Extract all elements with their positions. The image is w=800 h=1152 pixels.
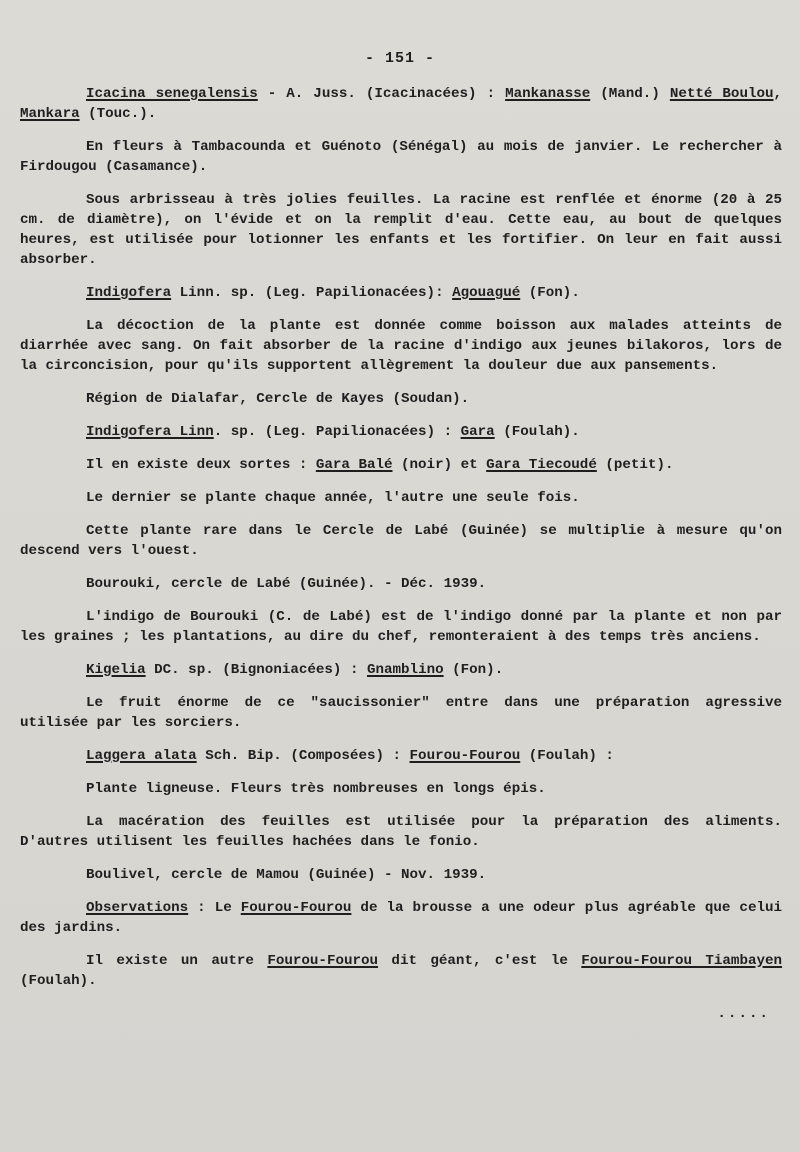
paragraph: Le dernier se plante chaque année, l'autre une seule fois. [86, 490, 580, 506]
species-name: Kigelia [86, 662, 146, 678]
author-family: Sch. Bip. (Composées) : [196, 748, 410, 764]
language-tag: (Fon). [443, 662, 504, 678]
language-tag: (Touc.). [79, 106, 157, 122]
text: (Foulah). [20, 973, 97, 989]
vernacular-name: Agouagué [452, 285, 521, 301]
location-line: Région de Dialafar, Cercle de Kayes (Soudan). [86, 391, 470, 407]
vernacular-name: Gara Tiecoudé [486, 457, 597, 473]
location-line: Bourouki, cercle de Labé (Guinée). - Déc. 1939. [86, 576, 487, 592]
text: (noir) et [392, 457, 487, 473]
text: de la brousse a une odeur plus agréable que celui des jardins. [20, 900, 782, 936]
page-number: - 151 - [364, 50, 435, 67]
end-marks: ..... [717, 1006, 770, 1022]
paragraph [20, 951, 782, 991]
paragraph: Sous arbrisseau à très jolies feuilles. La racine est renflée et énorme (20 à 25 cm. de diamètre), on l'évide et on la remplit d'eau. Cette eau, au bout de quelques heures, est utilisée pour lotionner les enfants et les fortifier. On leur en fait aussi absorber. [20, 192, 782, 268]
paragraph [20, 455, 782, 475]
vernacular-name: Mankanasse [505, 86, 591, 102]
vernacular-name: Mankara [20, 106, 80, 122]
author-family: - A. Juss. (Icacinacées) : [257, 86, 506, 102]
language-tag: (Foulah). [494, 424, 580, 440]
species-name: Indigofera [86, 285, 172, 301]
observations-paragraph [20, 898, 782, 938]
entry-heading-kigelia [20, 660, 782, 680]
paragraph: Le fruit énorme de ce "saucissonier" entre dans une préparation agressive utilisée par les sorciers. [20, 695, 782, 731]
text: Il en existe deux sortes : [86, 457, 316, 473]
language-tag: (Fon). [520, 285, 580, 301]
species-name: Icacina senegalensis [86, 86, 258, 102]
entry-heading-laggera [20, 746, 782, 766]
vernacular-name: Netté Boulou [669, 86, 774, 102]
vernacular-name: Gara Balé [315, 457, 393, 473]
text: dit géant, c'est le [378, 953, 582, 969]
author-family: . sp. (Leg. Papilionacées) : [213, 424, 461, 440]
vernacular-name: Fourou-Fourou [240, 900, 352, 916]
language-tag: (Mand.) [590, 86, 670, 102]
paragraph: La décoction de la plante est donnée comme boisson aux malades atteints de diarrhée avec sang. On fait absorber de la racine d'indigo aux jeunes bilakoros, lors de la circoncision, pour qu'ils supportent allègrement la douleur due aux pansements. [20, 318, 782, 374]
text: (petit). [596, 457, 674, 473]
vernacular-name: Fourou-Fourou [409, 748, 521, 764]
author-family: Linn. sp. (Leg. Papilionacées): [171, 285, 453, 301]
vernacular-name: Fourou-Fourou [267, 953, 379, 969]
text: Il existe un autre [86, 953, 268, 969]
species-name: Laggera alata [86, 748, 197, 764]
vernacular-name: Gara [460, 424, 495, 440]
paragraph: Plante ligneuse. Fleurs très nombreuses en longs épis. [86, 781, 546, 797]
location-line: Boulivel, cercle de Mamou (Guinée) - Nov. 1939. [86, 867, 487, 883]
vernacular-name: Gnamblino [366, 662, 444, 678]
paragraph: La macération des feuilles est utilisée pour la préparation des aliments. D'autres utilisent les feuilles hachées dans le fonio. [20, 814, 782, 850]
vernacular-name: Fourou-Fourou Tiambayen [581, 953, 783, 969]
observations-label: Observations [86, 900, 189, 916]
entry-heading-indigofera-2 [20, 422, 782, 442]
paragraph: Cette plante rare dans le Cercle de Labé (Guinée) se multiplie à mesure qu'on descend vers l'ouest. [20, 523, 782, 559]
paragraph: L'indigo de Bourouki (C. de Labé) est de l'indigo donné par la plante et non par les graines ; les plantations, au dire du chef, remonteraient à des temps très anciens. [20, 609, 782, 645]
entry-heading-indigofera-1 [20, 283, 782, 303]
language-tag: (Foulah) : [520, 748, 614, 764]
separator: , [773, 86, 783, 102]
author-family: DC. sp. (Bignoniacées) : [145, 662, 367, 678]
species-name: Indigofera Linn [86, 424, 214, 440]
paragraph: En fleurs à Tambacounda et Guénoto (Sénégal) au mois de janvier. Le rechercher à Firdougou (Casamance). [20, 139, 782, 175]
page-content [20, 84, 782, 1037]
entry-heading-icacina [20, 84, 782, 124]
text: : Le [188, 900, 241, 916]
